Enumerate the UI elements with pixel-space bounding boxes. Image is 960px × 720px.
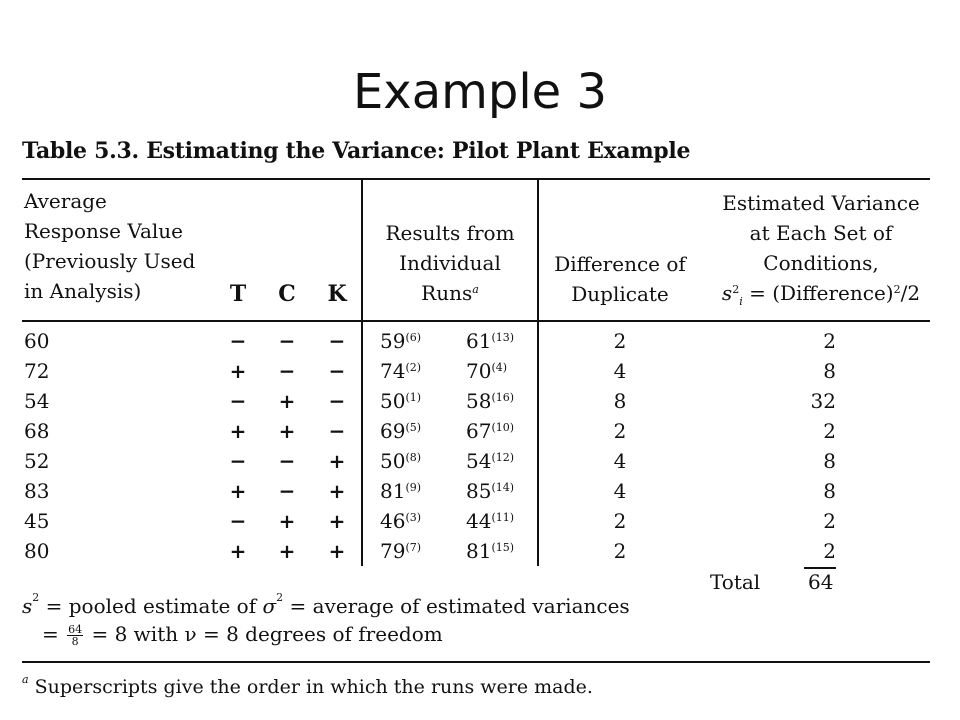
note-sigma: σ bbox=[262, 594, 277, 618]
cell-variance: 2 bbox=[823, 329, 836, 353]
cell-difference: 2 bbox=[613, 509, 627, 533]
cell-difference: 2 bbox=[613, 419, 627, 443]
cell-factor-k: + bbox=[328, 479, 346, 503]
cell-factor-c: + bbox=[278, 389, 296, 413]
cell-run-1 bbox=[380, 416, 421, 446]
note-sigma-sup: 2 bbox=[276, 591, 284, 604]
cell-factor-t: − bbox=[229, 449, 247, 473]
cell-factor-k: − bbox=[328, 359, 346, 383]
header-avg-line-1: Average bbox=[24, 189, 107, 213]
cell-difference: 4 bbox=[613, 479, 627, 503]
header-factor-c: C bbox=[278, 281, 296, 307]
cell-factor-c: + bbox=[278, 509, 296, 533]
cell-run-2 bbox=[466, 386, 514, 416]
cell-run-2-value: 44 bbox=[466, 509, 492, 533]
header-difference bbox=[540, 249, 700, 309]
cell-run-2-order: (11) bbox=[491, 511, 515, 524]
cell-average: 83 bbox=[24, 479, 50, 503]
cell-factor-k: − bbox=[328, 389, 346, 413]
cell-run-1-order: (6) bbox=[405, 331, 422, 344]
footnote-mark: a bbox=[22, 673, 29, 686]
cell-run-1 bbox=[380, 476, 421, 506]
total-rule bbox=[804, 567, 836, 569]
cell-run-2-value: 58 bbox=[466, 389, 492, 413]
cell-average: 45 bbox=[24, 509, 50, 533]
total-value: 64 bbox=[808, 570, 834, 594]
header-results-footnote-mark: a bbox=[472, 283, 479, 296]
cell-run-1-value: 74 bbox=[380, 359, 406, 383]
cell-factor-t: − bbox=[229, 509, 247, 533]
header-var-line-1: Estimated Variance bbox=[722, 191, 920, 215]
note-equals: = bbox=[42, 622, 59, 646]
cell-run-1-value: 46 bbox=[380, 509, 406, 533]
footnote-text: Superscripts give the order in which the runs were made. bbox=[28, 676, 593, 698]
table-header-rule bbox=[22, 320, 930, 322]
fraction-numerator: 64 bbox=[68, 623, 83, 636]
slide-title: Example 3 bbox=[352, 64, 608, 120]
formula-s-sup: 2 bbox=[732, 283, 740, 296]
cell-run-2-order: (14) bbox=[491, 481, 515, 494]
pooled-estimate-line bbox=[22, 591, 630, 618]
cell-run-1-order: (7) bbox=[405, 541, 422, 554]
header-average-response bbox=[24, 186, 195, 306]
header-estimated-variance bbox=[708, 188, 934, 317]
cell-difference: 4 bbox=[613, 359, 627, 383]
formula-tail: /2 bbox=[900, 281, 921, 305]
cell-run-2-value: 54 bbox=[466, 449, 492, 473]
note-pooled-text: = pooled estimate of bbox=[39, 594, 263, 618]
cell-run-2 bbox=[466, 446, 514, 476]
cell-run-1-order: (9) bbox=[405, 481, 422, 494]
formula-difference-sup: 2 bbox=[893, 283, 901, 296]
cell-factor-t: − bbox=[229, 389, 247, 413]
footnote bbox=[22, 673, 593, 698]
header-results bbox=[364, 218, 536, 308]
cell-factor-c: + bbox=[278, 539, 296, 563]
cell-run-1-order: (3) bbox=[405, 511, 422, 524]
table-divider-1 bbox=[361, 180, 363, 566]
formula-s: s bbox=[721, 281, 733, 305]
cell-variance: 8 bbox=[823, 479, 836, 503]
cell-run-1 bbox=[380, 386, 421, 416]
cell-factor-t: + bbox=[229, 419, 247, 443]
cell-factor-k: − bbox=[328, 329, 346, 353]
cell-run-2-value: 61 bbox=[466, 329, 492, 353]
cell-run-2-value: 85 bbox=[466, 479, 492, 503]
cell-factor-c: − bbox=[278, 479, 296, 503]
cell-run-2-order: (10) bbox=[491, 421, 515, 434]
cell-factor-c: − bbox=[278, 329, 296, 353]
cell-run-1 bbox=[380, 326, 421, 356]
cell-run-2-value: 70 bbox=[466, 359, 492, 383]
cell-average: 80 bbox=[24, 539, 50, 563]
cell-run-2-order: (16) bbox=[491, 391, 515, 404]
cell-average: 72 bbox=[24, 359, 50, 383]
cell-run-1 bbox=[380, 356, 421, 386]
cell-factor-k: + bbox=[328, 449, 346, 473]
table-bottom-rule bbox=[22, 661, 930, 663]
cell-run-2-order: (13) bbox=[491, 331, 515, 344]
cell-variance: 2 bbox=[823, 419, 836, 443]
cell-factor-t: + bbox=[229, 359, 247, 383]
cell-run-2 bbox=[466, 476, 514, 506]
cell-variance: 8 bbox=[823, 449, 836, 473]
cell-run-1-value: 50 bbox=[380, 449, 406, 473]
cell-average: 60 bbox=[24, 329, 50, 353]
note-average-text: = average of estimated variances bbox=[283, 594, 630, 618]
header-results-runs: Runs bbox=[421, 281, 473, 305]
total-label: Total bbox=[710, 570, 761, 594]
header-avg-line-3: (Previously Used bbox=[24, 249, 196, 273]
note-fraction bbox=[67, 624, 83, 647]
cell-run-1-value: 59 bbox=[380, 329, 406, 353]
cell-run-2 bbox=[466, 356, 507, 386]
cell-factor-t: + bbox=[229, 479, 247, 503]
cell-factor-t: − bbox=[229, 329, 247, 353]
cell-run-1-order: (8) bbox=[405, 451, 422, 464]
cell-difference: 2 bbox=[613, 539, 627, 563]
cell-run-1-value: 69 bbox=[380, 419, 406, 443]
cell-run-2 bbox=[466, 536, 514, 566]
cell-run-1 bbox=[380, 506, 421, 536]
fraction-denominator: 8 bbox=[71, 635, 79, 648]
header-var-line-3: Conditions, bbox=[763, 251, 879, 275]
degrees-of-freedom-line bbox=[42, 622, 443, 647]
header-results-line-1: Results from bbox=[385, 221, 515, 245]
cell-run-1 bbox=[380, 536, 421, 566]
cell-average: 68 bbox=[24, 419, 50, 443]
cell-run-2-order: (15) bbox=[491, 541, 515, 554]
cell-run-2-order: (12) bbox=[491, 451, 515, 464]
cell-run-1-value: 50 bbox=[380, 389, 406, 413]
cell-variance: 2 bbox=[823, 509, 836, 533]
cell-factor-c: − bbox=[278, 449, 296, 473]
header-factor-t: T bbox=[229, 281, 247, 307]
cell-factor-c: + bbox=[278, 419, 296, 443]
cell-factor-k: − bbox=[328, 419, 346, 443]
cell-run-2-value: 81 bbox=[466, 539, 492, 563]
header-avg-line-4: in Analysis) bbox=[24, 279, 142, 303]
cell-factor-k: + bbox=[328, 539, 346, 563]
header-diff-line-1: Difference of bbox=[554, 252, 686, 276]
cell-run-2 bbox=[466, 326, 514, 356]
note-dof-text: = 8 with ν = 8 degrees of freedom bbox=[85, 622, 443, 646]
note-s-sup: 2 bbox=[32, 591, 40, 604]
cell-run-1-value: 79 bbox=[380, 539, 406, 563]
cell-difference: 8 bbox=[613, 389, 627, 413]
formula-difference: = (Difference) bbox=[742, 281, 894, 305]
note-s: s bbox=[22, 594, 33, 618]
cell-variance: 8 bbox=[823, 359, 836, 383]
cell-run-1 bbox=[380, 446, 421, 476]
cell-run-1-order: (5) bbox=[405, 421, 422, 434]
cell-average: 54 bbox=[24, 389, 50, 413]
table-divider-2 bbox=[537, 180, 539, 566]
header-diff-line-2: Duplicate bbox=[571, 282, 669, 306]
formula-s-sub: i bbox=[739, 295, 743, 308]
cell-run-2-order: (4) bbox=[491, 361, 508, 374]
header-results-line-3 bbox=[364, 278, 536, 308]
cell-run-2 bbox=[466, 506, 514, 536]
header-factor-k: K bbox=[327, 281, 347, 307]
table-top-rule bbox=[22, 178, 930, 180]
header-var-formula bbox=[708, 278, 934, 317]
cell-variance: 2 bbox=[823, 539, 836, 563]
cell-run-1-order: (1) bbox=[405, 391, 422, 404]
cell-factor-t: + bbox=[229, 539, 247, 563]
cell-run-1-order: (2) bbox=[405, 361, 422, 374]
header-var-line-2: at Each Set of bbox=[749, 221, 893, 245]
cell-average: 52 bbox=[24, 449, 50, 473]
table-caption: Table 5.3. Estimating the Variance: Pilot Plant Example bbox=[22, 138, 691, 164]
cell-factor-k: + bbox=[328, 509, 346, 533]
header-avg-line-2: Response Value bbox=[24, 219, 183, 243]
header-results-line-2: Individual bbox=[399, 251, 501, 275]
cell-run-2-value: 67 bbox=[466, 419, 492, 443]
cell-difference: 2 bbox=[613, 329, 627, 353]
cell-difference: 4 bbox=[613, 449, 627, 473]
cell-factor-c: − bbox=[278, 359, 296, 383]
cell-variance: 32 bbox=[810, 389, 836, 413]
cell-run-1-value: 81 bbox=[380, 479, 406, 503]
cell-run-2 bbox=[466, 416, 514, 446]
